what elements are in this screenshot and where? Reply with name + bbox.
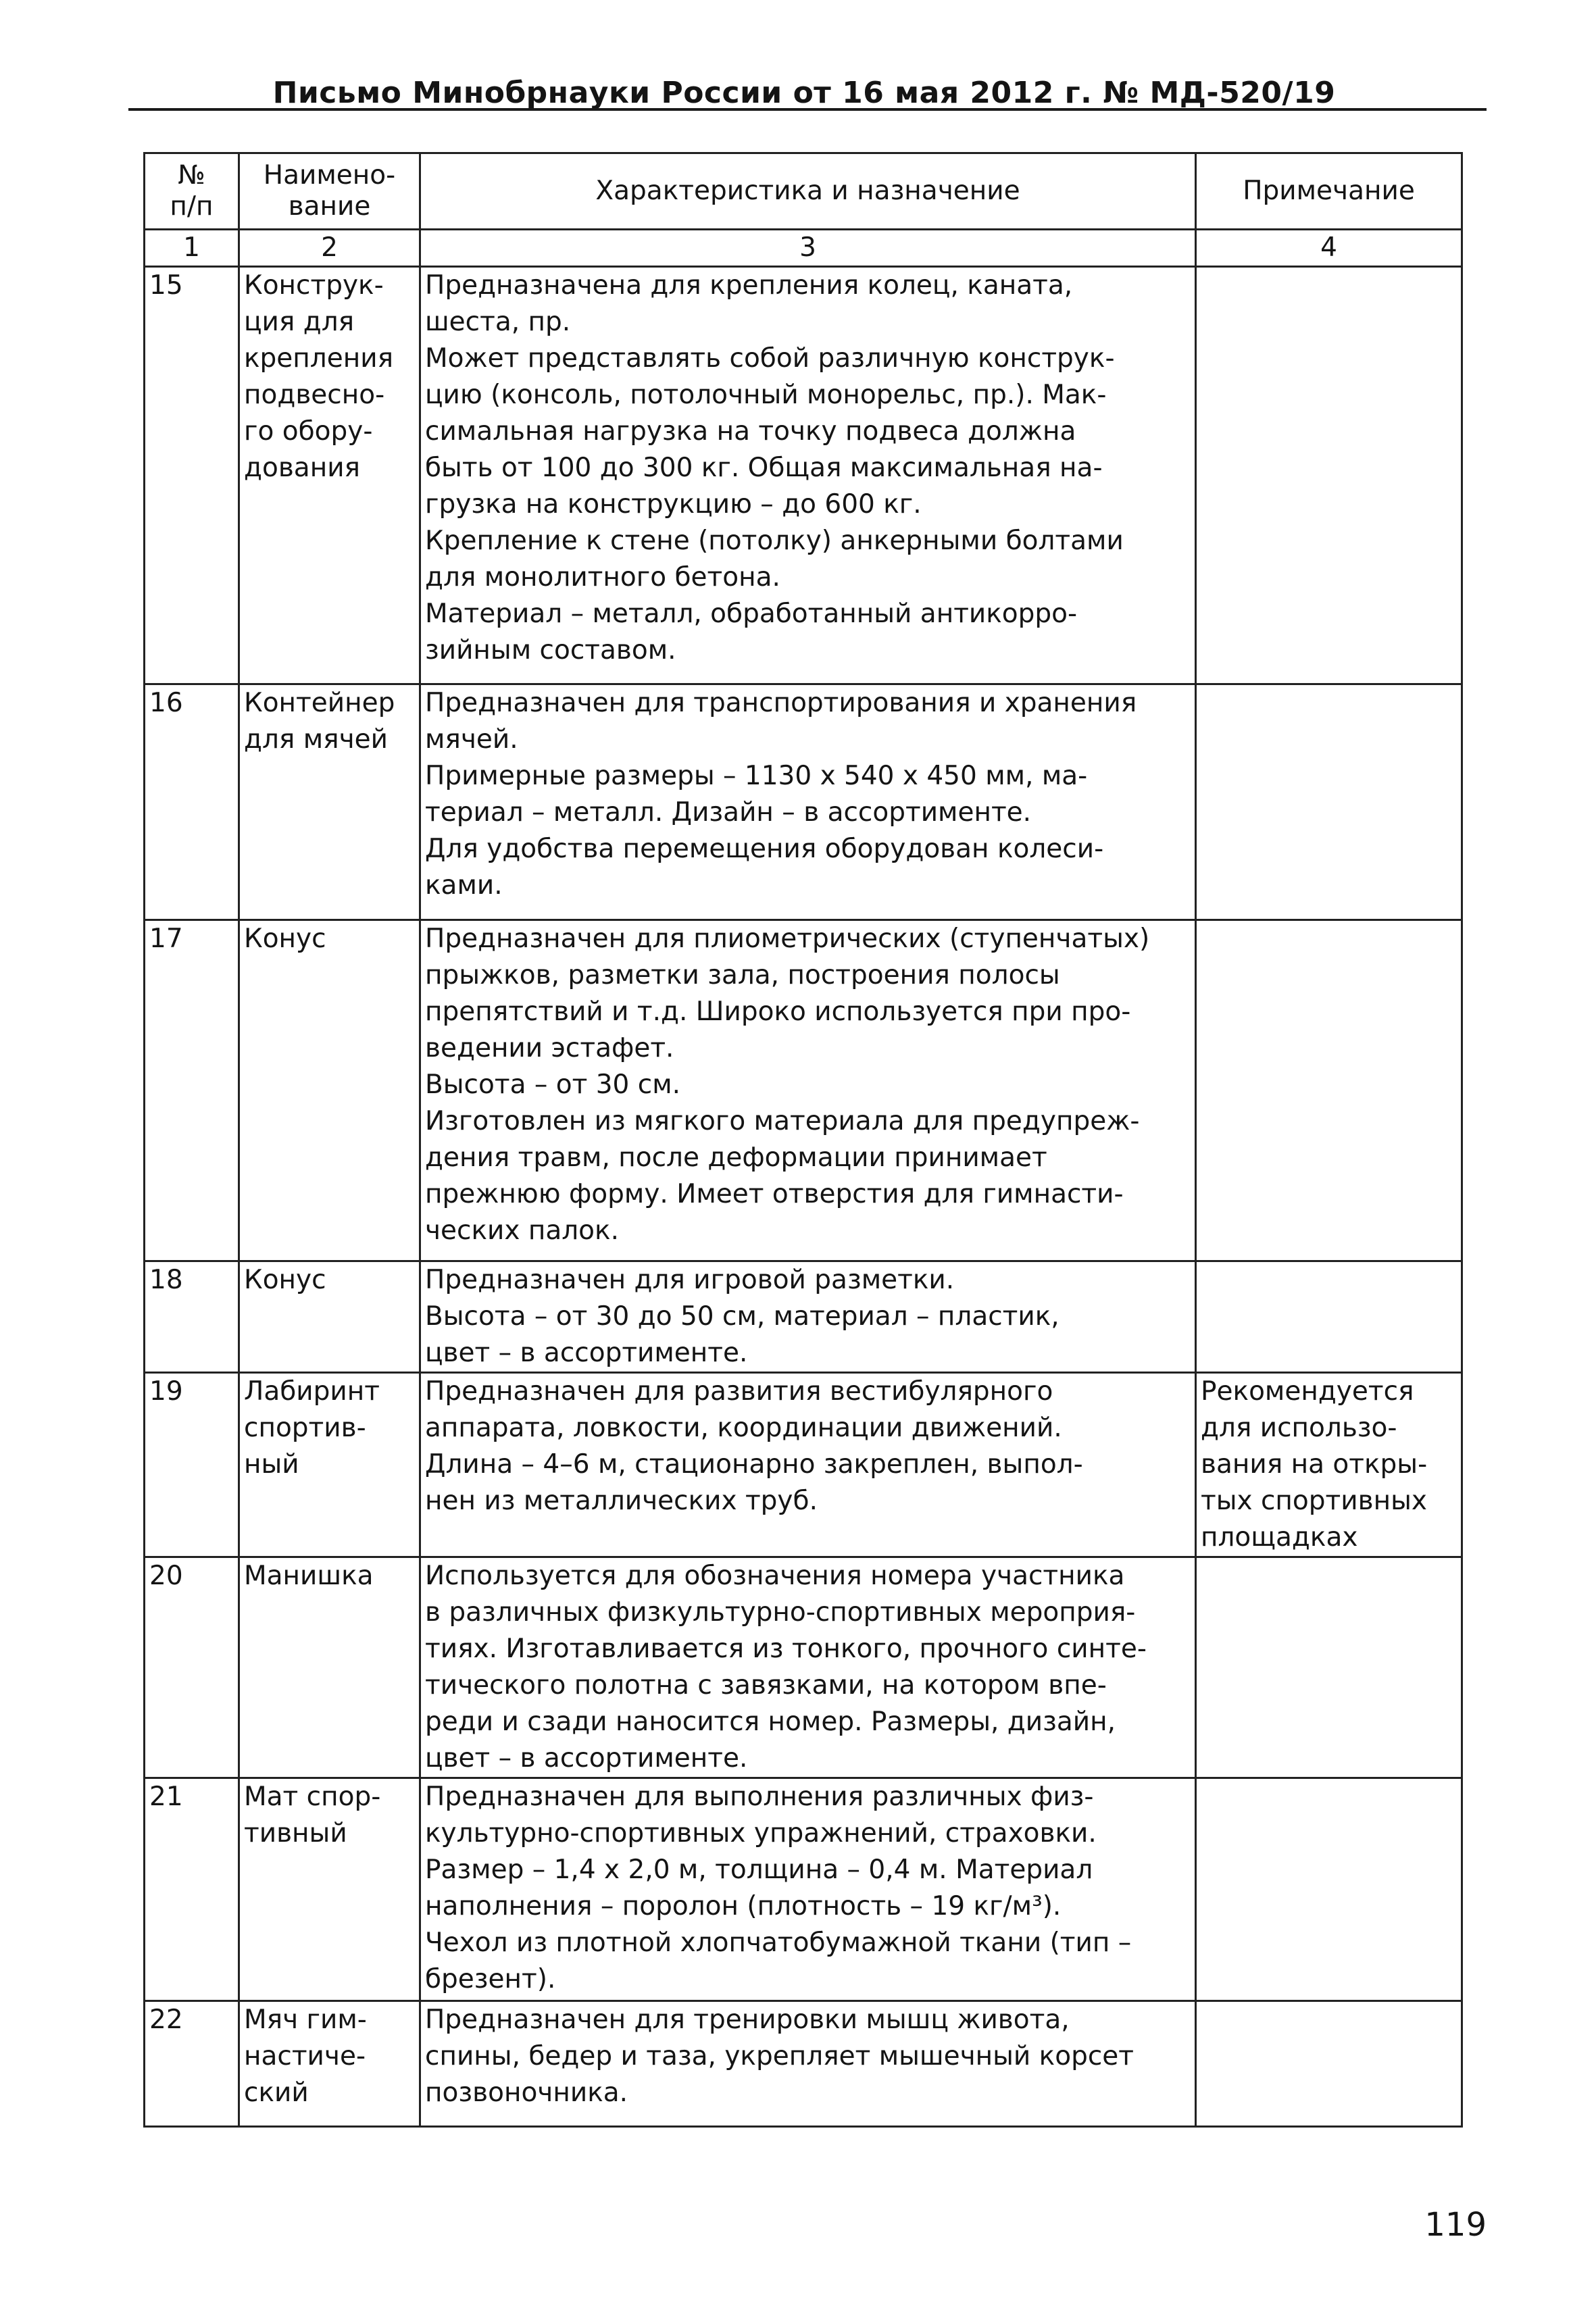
item-description-line: цию (консоль, потолочный монорельс, пр.). Мак-: [425, 380, 1107, 410]
item-description-line: Материал – металл, обработанный антикорро-: [425, 599, 1078, 629]
item-description-line: для монолитного бетона.: [425, 562, 780, 593]
page-header: Письмо Минобрнауки России от 16 мая 2012 г. № МД-520/19: [272, 76, 1336, 110]
table-row: [145, 1373, 1462, 1557]
item-description: [420, 1778, 1196, 2001]
table-row: [145, 1261, 1462, 1373]
item-description-line: прежнюю форму. Имеет отверстия для гимнасти-: [425, 1179, 1124, 1209]
column-number-row: [145, 230, 1462, 267]
item-name-line: го обору-: [244, 416, 373, 447]
item-description-line: Предназначен для транспортирования и хранения: [425, 688, 1137, 718]
item-description-line: реди и сзади наносится номер. Размеры, дизайн,: [425, 1707, 1116, 1737]
item-description-line: Для удобства перемещения оборудован колеси-: [425, 834, 1104, 864]
item-description-line: Изготовлен из мягкого материала для предупреж-: [425, 1106, 1140, 1136]
item-note-line: Рекомендуется: [1201, 1376, 1414, 1407]
item-description-line: цвет – в ассортименте.: [425, 1338, 748, 1368]
item-description-line: ческих палок.: [425, 1215, 619, 1246]
item-name: [239, 1557, 420, 1778]
item-note: [1196, 1778, 1462, 2001]
col-header-num-line: п/п: [170, 191, 214, 222]
item-description: [420, 1557, 1196, 1778]
table-row: [145, 920, 1462, 1261]
item-description-line: быть от 100 до 300 кг. Общая максимальная на-: [425, 453, 1103, 483]
item-description-line: Чехол из плотной хлопчатобумажной ткани (тип –: [425, 1928, 1132, 1958]
item-name-line: ция для: [244, 307, 355, 337]
col-header-name-line: Наимено-: [263, 160, 396, 191]
table-row: [145, 1778, 1462, 2001]
item-description: [420, 1373, 1196, 1557]
item-description-line: тиях. Изготавливается из тонкого, прочного синте-: [425, 1634, 1147, 1664]
header-rule: [128, 108, 1487, 111]
item-description-line: симальная нагрузка на точку подвеса должна: [425, 416, 1076, 447]
item-name: [239, 2001, 420, 2127]
item-name-line: тивный: [244, 1818, 347, 1848]
item-name-line: ный: [244, 1449, 299, 1480]
row-number: 21: [145, 1778, 239, 2001]
item-note-line: вания на откры-: [1201, 1449, 1428, 1480]
item-name-line: Конструк-: [244, 270, 384, 301]
column-number: 1: [145, 230, 239, 267]
item-note: [1196, 267, 1462, 684]
item-name-line: Конус: [244, 1265, 326, 1295]
item-note-line: для использо-: [1201, 1413, 1397, 1443]
item-note: [1196, 1373, 1462, 1557]
item-description-line: Может представлять собой различную конструк-: [425, 343, 1115, 374]
item-description-line: Предназначена для крепления колец, каната,: [425, 270, 1073, 301]
item-description-line: Предназначен для развития вестибулярного: [425, 1376, 1053, 1407]
item-note: [1196, 684, 1462, 920]
col-header-num-line: №: [178, 160, 205, 191]
table-row: [145, 2001, 1462, 2127]
item-description-line: препятствий и т.д. Широко используется при про-: [425, 997, 1131, 1027]
item-description-line: Длина – 4–6 м, стационарно закреплен, выпол-: [425, 1449, 1083, 1480]
item-name-line: дования: [244, 453, 361, 483]
item-description-line: зийным составом.: [425, 635, 676, 665]
row-number: 20: [145, 1557, 239, 1778]
item-name: [239, 684, 420, 920]
item-name-line: настиче-: [244, 2041, 366, 2071]
item-description-line: ками.: [425, 870, 503, 901]
column-number: 4: [1196, 230, 1462, 267]
table-row: [145, 1557, 1462, 1778]
row-number: 18: [145, 1261, 239, 1373]
item-description-line: позвоночника.: [425, 2078, 628, 2108]
item-name: [239, 267, 420, 684]
item-description-line: аппарата, ловкости, координации движений.: [425, 1413, 1062, 1443]
item-description-line: Предназначен для плиометрических (ступенчатых): [425, 924, 1150, 954]
item-description-line: наполнения – поролон (плотность – 19 кг/м³).: [425, 1891, 1062, 1921]
item-name-line: крепления: [244, 343, 394, 374]
col-header-note: [1196, 153, 1462, 230]
item-description-line: в различных физкультурно-спортивных мероприя-: [425, 1597, 1136, 1628]
row-number: 22: [145, 2001, 239, 2127]
item-description-line: грузка на конструкцию – до 600 кг.: [425, 489, 922, 520]
col-header-desc-line: Характеристика и назначение: [595, 176, 1020, 206]
item-description-line: культурно-спортивных упражнений, страховки.: [425, 1818, 1097, 1848]
page-number: 119: [1424, 2206, 1487, 2244]
item-note-line: площадках: [1201, 1522, 1358, 1553]
table-header-row: [145, 153, 1462, 230]
item-description-line: Высота – от 30 см.: [425, 1070, 681, 1100]
item-note: [1196, 1261, 1462, 1373]
column-number: 3: [420, 230, 1196, 267]
row-number: 17: [145, 920, 239, 1261]
item-description-line: Размер – 1,4 х 2,0 м, толщина – 0,4 м. Материал: [425, 1855, 1093, 1885]
item-description: [420, 920, 1196, 1261]
item-description: [420, 1261, 1196, 1373]
col-header-name: [239, 153, 420, 230]
col-header-name-line: вание: [288, 191, 371, 222]
item-description-line: Высота – от 30 до 50 см, материал – пластик,: [425, 1301, 1059, 1332]
item-name-line: Конус: [244, 924, 326, 954]
item-name-line: ский: [244, 2078, 309, 2108]
item-description: [420, 2001, 1196, 2127]
item-name-line: Лабиринт: [244, 1376, 380, 1407]
item-description-line: Предназначен для тренировки мышц живота,: [425, 2005, 1070, 2035]
equipment-table: [143, 152, 1463, 2128]
col-header-note-line: Примечание: [1243, 176, 1415, 206]
item-description-line: ведении эстафет.: [425, 1033, 674, 1063]
table-row: [145, 684, 1462, 920]
item-description-line: брезент).: [425, 1964, 556, 1994]
table-row: [145, 267, 1462, 684]
item-name-line: Манишка: [244, 1561, 374, 1591]
item-description-line: цвет – в ассортименте.: [425, 1743, 748, 1774]
item-name-line: спортив-: [244, 1413, 366, 1443]
item-description-line: спины, бедер и таза, укрепляет мышечный корсет: [425, 2041, 1134, 2071]
column-number: 2: [239, 230, 420, 267]
item-name-line: для мячей: [244, 724, 389, 755]
item-name: [239, 920, 420, 1261]
item-name-line: Мат спор-: [244, 1782, 381, 1812]
row-number: 15: [145, 267, 239, 684]
item-name: [239, 1261, 420, 1373]
item-note: [1196, 2001, 1462, 2127]
item-description-line: Примерные размеры – 1130 х 540 х 450 мм, ма-: [425, 761, 1088, 791]
item-description-line: тического полотна с завязками, на котором впе-: [425, 1670, 1107, 1701]
item-description: [420, 684, 1196, 920]
item-description-line: Предназначен для выполнения различных физ-: [425, 1782, 1094, 1812]
item-description-line: нен из металлических труб.: [425, 1486, 818, 1516]
item-name-line: Мяч гим-: [244, 2005, 367, 2035]
item-note-line: тых спортивных: [1201, 1486, 1427, 1516]
row-number: 19: [145, 1373, 239, 1557]
item-name-line: подвесно-: [244, 380, 385, 410]
item-description-line: териал – металл. Дизайн – в ассортименте.: [425, 797, 1032, 828]
item-description-line: шеста, пр.: [425, 307, 571, 337]
row-number: 16: [145, 684, 239, 920]
col-header-num: [145, 153, 239, 230]
item-note: [1196, 1557, 1462, 1778]
item-name: [239, 1778, 420, 2001]
col-header-desc: [420, 153, 1196, 230]
item-description: [420, 267, 1196, 684]
item-description-line: Используется для обозначения номера участника: [425, 1561, 1125, 1591]
item-description-line: мячей.: [425, 724, 518, 755]
item-description-line: дения травм, после деформации принимает: [425, 1142, 1047, 1173]
item-name: [239, 1373, 420, 1557]
item-description-line: Крепление к стене (потолку) анкерными болтами: [425, 526, 1124, 556]
item-description-line: прыжков, разметки зала, построения полосы: [425, 960, 1060, 990]
item-note: [1196, 920, 1462, 1261]
item-description-line: Предназначен для игровой разметки.: [425, 1265, 955, 1295]
item-name-line: Контейнер: [244, 688, 395, 718]
